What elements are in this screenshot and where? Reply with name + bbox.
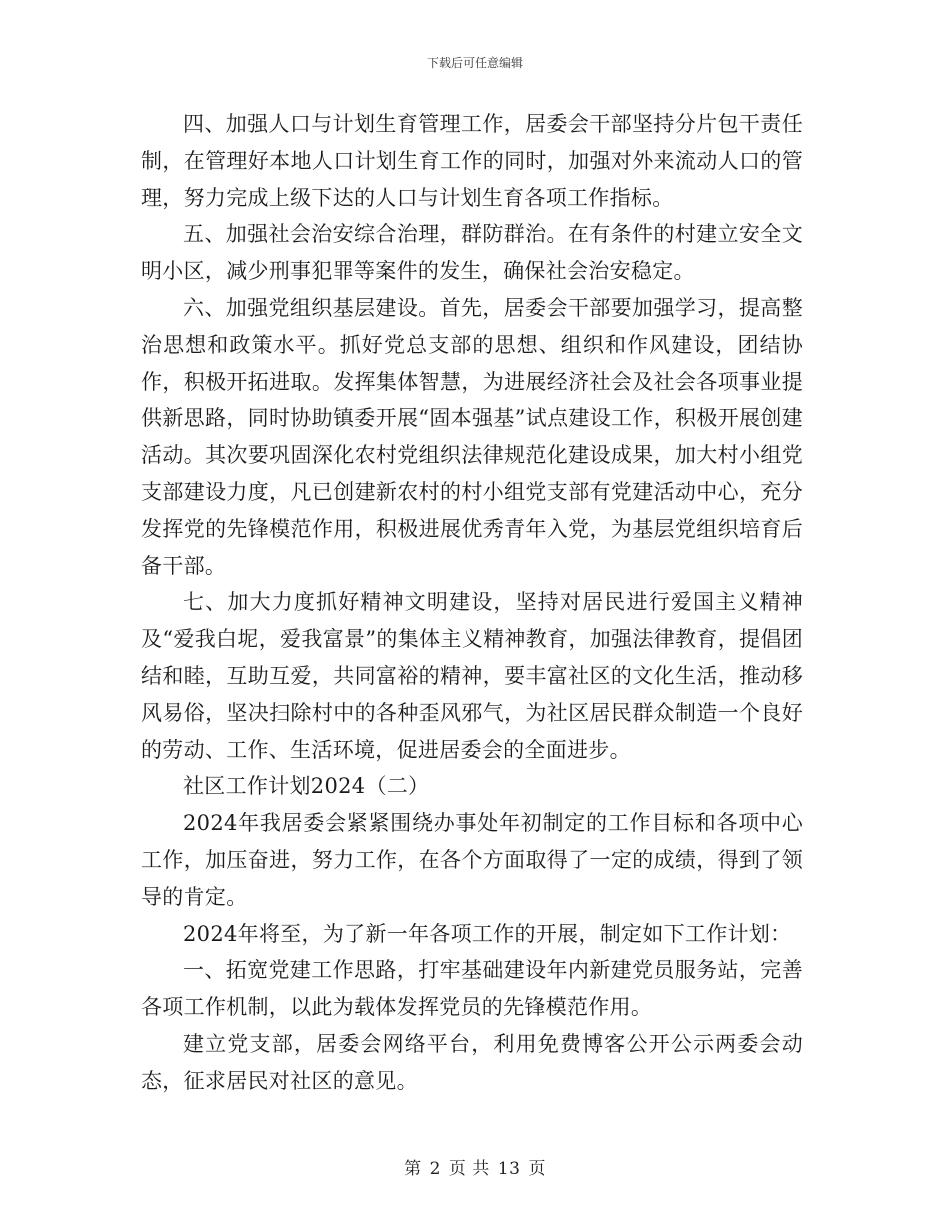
- footer-total-pages: 13: [497, 1159, 521, 1179]
- paragraph-public-security: 五、加强社会治安综合治理，群防群治。在有条件的村建立安全文明小区，减少刑事犯罪等案件的发生，确保社会治安稳定。: [141, 222, 803, 284]
- footer-suffix: 页: [528, 1159, 546, 1179]
- section-heading: 社区工作计划2024（二）: [183, 774, 430, 799]
- paragraph-population-planning: 四、加强人口与计划生育管理工作，居委会干部坚持分片包干责任制，在管理好本地人口计划生育工作的同时，加强对外来流动人口的管理，努力完成上级下达的人口与计划生育各项工作指标。: [141, 112, 803, 210]
- document-body: [141, 106, 803, 1100]
- footer-middle: 页 共: [448, 1159, 490, 1179]
- paragraph-summary: 2024年我居委会紧紧围绕办事处年初制定的工作目标和各项中心工作，加压奋进，努力工作，在各个方面取得了一定的成绩，得到了领导的肯定。: [141, 811, 803, 909]
- paragraph-plan-intro: 2024年将至，为了新一年各项工作的开展，制定如下工作计划：: [183, 921, 792, 946]
- page-header: 下载后可任意编辑: [426, 56, 523, 70]
- paragraph-network-platform: 建立党支部，居委会网络平台，利用免费博客公开公示两委会动态，征求居民对社区的意见。: [141, 1031, 803, 1093]
- footer-prefix: 第: [404, 1159, 422, 1179]
- paragraph-party-building: 六、加强党组织基层建设。首先，居委会干部要加强学习，提高整治思想和政策水平。抓好党总支部的思想、组织和作风建设，团结协作，积极开拓进取。发挥集体智慧，为进展经济社会及社会各项事业提供新思路，同时协助镇委开展“固本强基”试点建设工作，积极开展创建活动。其次要巩固深化农村党组织法律规范化建设成果，加大村小组党支部建设力度，凡已创建新农村的村小组党支部有党建活动中心，充分发挥党的先锋模范作用，积极进展优秀青年入党，为基层党组织培育后备干部。: [141, 295, 803, 578]
- paragraph-spiritual-civilization: 七、加大力度抓好精神文明建设，坚持对居民进行爱国主义精神及“爱我白坭，爱我富景”的集体主义精神教育，加强法律教育，提倡团结和睦，互助互爱，共同富裕的精神，要丰富社区的文化生活，推动移风易俗，坚决扫除村中的各种歪风邪气，为社区居民群众制造一个良好的劳动、工作、生活环境，促进居委会的全面进步。: [141, 590, 803, 762]
- footer-page-number: 2: [429, 1159, 441, 1179]
- page-footer: [0, 1154, 950, 1179]
- paragraph-plan-item-1: 一、拓宽党建工作思路，打牢基础建设年内新建党员服务站，完善各项工作机制，以此为载体发挥党员的先锋模范作用。: [141, 958, 803, 1020]
